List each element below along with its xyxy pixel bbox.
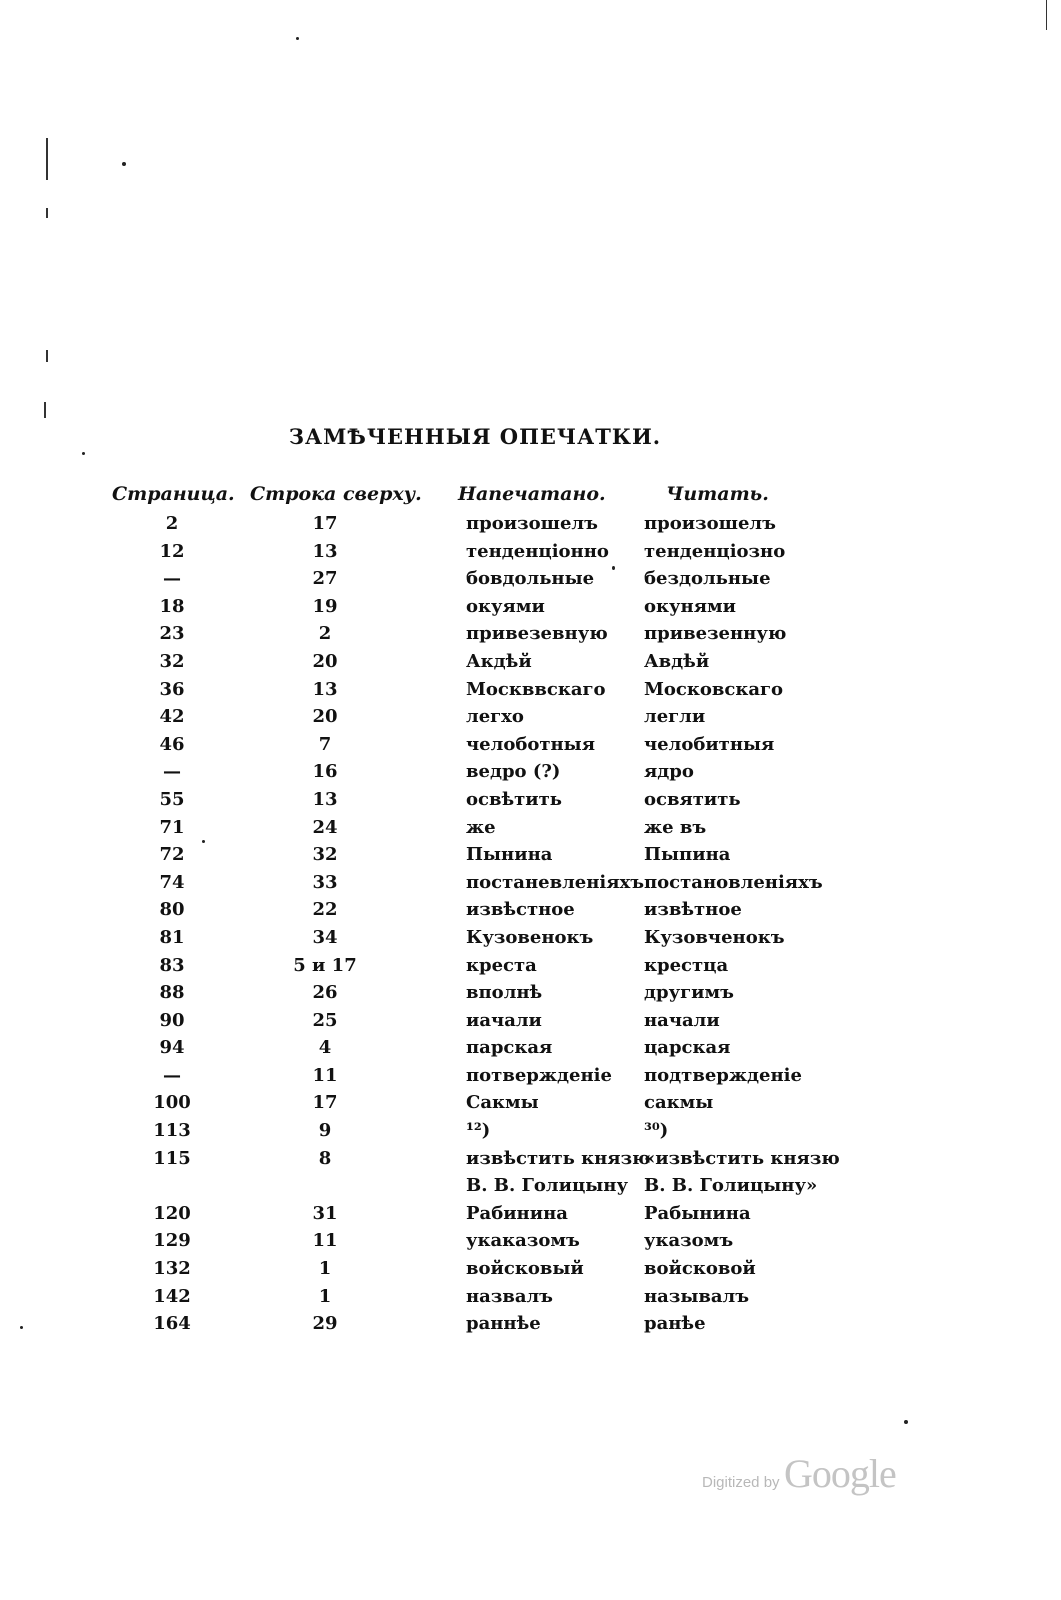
cell-printed: креста bbox=[466, 954, 537, 976]
errata-row bbox=[100, 1010, 880, 1038]
cell-line: 13 bbox=[312, 788, 338, 810]
errata-row bbox=[100, 1286, 880, 1314]
cell-line: 13 bbox=[312, 678, 338, 700]
cell-printed: потвержденіе bbox=[466, 1064, 612, 1086]
cell-printed: привезевную bbox=[466, 623, 608, 645]
cell-read: ядро bbox=[644, 761, 694, 783]
cell-printed: челоботныя bbox=[466, 733, 596, 755]
cell-page: 71 bbox=[159, 816, 185, 838]
cell-printed: извѣстить князю bbox=[466, 1147, 651, 1169]
errata-row bbox=[100, 899, 880, 927]
cell-line: 19 bbox=[312, 595, 338, 617]
cell-page: 94 bbox=[159, 1037, 185, 1059]
errata-row bbox=[100, 734, 880, 762]
errata-row bbox=[100, 789, 880, 817]
errata-header-row bbox=[100, 483, 880, 513]
cell-printed: войсковый bbox=[466, 1258, 584, 1280]
cell-page: 164 bbox=[153, 1313, 191, 1335]
errata-row bbox=[100, 623, 880, 651]
header-line: Строка сверху. bbox=[250, 483, 422, 505]
scan-speck bbox=[296, 37, 299, 40]
cell-page: 23 bbox=[159, 623, 185, 645]
cell-page: 74 bbox=[159, 871, 185, 893]
cell-read: постановленіяхъ bbox=[644, 871, 823, 893]
errata-row bbox=[100, 927, 880, 955]
errata-row bbox=[100, 1313, 880, 1341]
cell-page: — bbox=[163, 568, 181, 590]
cell-line: 1 bbox=[318, 1285, 332, 1307]
cell-printed: ¹²) bbox=[466, 1120, 491, 1142]
cell-printed: укаказомъ bbox=[466, 1230, 580, 1252]
cell-printed: освѣтить bbox=[466, 788, 563, 810]
google-logo: Google bbox=[784, 1451, 896, 1496]
cell-read: окунями bbox=[644, 595, 736, 617]
cell-printed: Рабинина bbox=[466, 1202, 568, 1224]
cell-printed: же bbox=[466, 816, 496, 838]
header-read: Читать. bbox=[666, 483, 769, 505]
cell-page: 142 bbox=[153, 1285, 191, 1307]
cell-page: 81 bbox=[159, 926, 185, 948]
cell-page: 90 bbox=[159, 1009, 185, 1031]
cell-line: 31 bbox=[312, 1202, 338, 1224]
cell-read: В. В. Голицыну» bbox=[644, 1175, 818, 1197]
scan-speck bbox=[904, 1420, 908, 1424]
cell-page: 36 bbox=[159, 678, 185, 700]
cell-line: 20 bbox=[312, 650, 338, 672]
cell-page: 132 bbox=[153, 1258, 191, 1280]
cell-line: 26 bbox=[312, 982, 338, 1004]
cell-read: другимъ bbox=[644, 982, 734, 1004]
errata-row bbox=[100, 1092, 880, 1120]
cell-printed: легхо bbox=[466, 706, 524, 728]
cell-page: 80 bbox=[159, 899, 185, 921]
cell-printed: Акдѣй bbox=[466, 650, 532, 672]
cell-read: легли bbox=[644, 706, 706, 728]
cell-page: 32 bbox=[159, 650, 185, 672]
cell-read: тенденціозно bbox=[644, 540, 786, 562]
cell-printed: парская bbox=[466, 1037, 553, 1059]
cell-printed: Москввскаго bbox=[466, 678, 606, 700]
cell-line: 2 bbox=[318, 623, 332, 645]
errata-row bbox=[100, 596, 880, 624]
cell-printed: извѣстное bbox=[466, 899, 575, 921]
cell-read: извѣтное bbox=[644, 899, 742, 921]
cell-line: 11 bbox=[312, 1064, 338, 1086]
errata-row bbox=[100, 513, 880, 541]
cell-page: 100 bbox=[153, 1092, 191, 1114]
cell-line: 4 bbox=[318, 1037, 332, 1059]
cell-read: подтвержденіе bbox=[644, 1064, 802, 1086]
errata-row bbox=[100, 651, 880, 679]
cell-page: 113 bbox=[153, 1120, 191, 1142]
cell-read: Кузовченокъ bbox=[644, 926, 785, 948]
scan-speck bbox=[20, 1326, 23, 1329]
cell-read: Пыпина bbox=[644, 844, 731, 866]
cell-line: 7 bbox=[318, 733, 332, 755]
page-title: ЗАМѢЧЕННЫЯ ОПЕЧАТКИ. bbox=[288, 424, 662, 449]
cell-read: челобитныя bbox=[644, 733, 775, 755]
errata-row bbox=[100, 955, 880, 983]
scan-speck bbox=[122, 162, 126, 166]
cell-line: 8 bbox=[318, 1147, 332, 1169]
errata-row bbox=[100, 1120, 880, 1148]
cell-read: Рабынина bbox=[644, 1202, 751, 1224]
cell-printed: произошелъ bbox=[466, 513, 598, 534]
cell-page: 83 bbox=[159, 954, 185, 976]
cell-page: 18 bbox=[159, 595, 185, 617]
cell-printed: тенденціонно bbox=[466, 540, 609, 562]
errata-row bbox=[100, 1065, 880, 1093]
cell-read: начали bbox=[644, 1009, 720, 1031]
digitized-by-text: Digitized by bbox=[702, 1474, 780, 1491]
cell-line: 34 bbox=[312, 926, 338, 948]
cell-printed: Пынина bbox=[466, 844, 553, 866]
cell-read: же въ bbox=[644, 816, 707, 838]
cell-line: 20 bbox=[312, 706, 338, 728]
errata-row bbox=[100, 1037, 880, 1065]
cell-page: 2 bbox=[165, 513, 179, 534]
cell-page: 72 bbox=[159, 844, 185, 866]
cell-read: ранѣе bbox=[644, 1313, 706, 1335]
errata-row bbox=[100, 1175, 880, 1203]
cell-read: произошелъ bbox=[644, 513, 776, 534]
errata-row bbox=[100, 1230, 880, 1258]
cell-page: — bbox=[163, 1064, 181, 1086]
cell-line: 22 bbox=[312, 899, 338, 921]
errata-row bbox=[100, 1148, 880, 1176]
errata-row bbox=[100, 761, 880, 789]
cell-printed: назвалъ bbox=[466, 1285, 553, 1307]
cell-read: Авдѣй bbox=[644, 650, 710, 672]
scan-edge-mark bbox=[46, 350, 48, 362]
cell-printed: вполнѣ bbox=[466, 982, 543, 1004]
errata-row bbox=[100, 541, 880, 569]
cell-read: крестца bbox=[644, 954, 729, 976]
cell-page: 88 bbox=[159, 982, 185, 1004]
cell-line: 13 bbox=[312, 540, 338, 562]
cell-read: царская bbox=[644, 1037, 731, 1059]
cell-line: 25 bbox=[312, 1009, 338, 1031]
cell-printed: ведро (?) bbox=[466, 761, 561, 783]
cell-line: 9 bbox=[318, 1120, 332, 1142]
errata-row bbox=[100, 817, 880, 845]
cell-printed: постаневленіяхъ bbox=[466, 871, 645, 893]
errata-row bbox=[100, 982, 880, 1010]
cell-line: 27 bbox=[312, 568, 338, 590]
scan-edge-mark bbox=[44, 402, 46, 418]
errata-row bbox=[100, 568, 880, 596]
cell-printed: иачали bbox=[466, 1009, 542, 1031]
errata-table bbox=[100, 483, 880, 1341]
cell-line: 32 bbox=[312, 844, 338, 866]
cell-page: — bbox=[163, 761, 181, 783]
cell-page: 115 bbox=[153, 1147, 191, 1169]
cell-line: 16 bbox=[312, 761, 338, 783]
errata-row bbox=[100, 1203, 880, 1231]
cell-page: 120 bbox=[153, 1202, 191, 1224]
cell-line: 17 bbox=[312, 1092, 338, 1114]
cell-read: Московскаго bbox=[644, 678, 784, 700]
cell-page: 129 bbox=[153, 1230, 191, 1252]
errata-row bbox=[100, 844, 880, 872]
scan-speck bbox=[82, 452, 85, 455]
cell-read: привезенную bbox=[644, 623, 787, 645]
errata-row bbox=[100, 679, 880, 707]
cell-printed: В. В. Голицыну bbox=[466, 1175, 629, 1197]
cell-read: называлъ bbox=[644, 1285, 750, 1307]
cell-read: указомъ bbox=[644, 1230, 734, 1252]
cell-printed: Кузовенокъ bbox=[466, 926, 594, 948]
cell-printed: окуями bbox=[466, 595, 545, 617]
errata-row bbox=[100, 872, 880, 900]
scan-edge-mark bbox=[46, 208, 48, 218]
errata-row bbox=[100, 1258, 880, 1286]
cell-line: 5 и 17 bbox=[293, 954, 357, 976]
cell-line: 24 bbox=[312, 816, 338, 838]
cell-read: ³⁰) bbox=[644, 1120, 669, 1142]
cell-line: 29 bbox=[312, 1313, 338, 1335]
cell-printed: Сакмы bbox=[466, 1092, 539, 1114]
cell-read: бездольные bbox=[644, 568, 771, 590]
cell-page: 46 bbox=[159, 733, 185, 755]
cell-line: 1 bbox=[318, 1258, 332, 1280]
cell-printed: бовдольные bbox=[466, 568, 595, 590]
digitized-by-watermark bbox=[702, 1450, 896, 1497]
cell-read: сакмы bbox=[644, 1092, 714, 1114]
header-printed: Напечатано. bbox=[458, 483, 606, 505]
cell-line: 17 bbox=[312, 513, 338, 534]
errata-row bbox=[100, 706, 880, 734]
cell-line: 33 bbox=[312, 871, 338, 893]
cell-page: 42 bbox=[159, 706, 185, 728]
cell-read: «извѣстить князю bbox=[644, 1147, 840, 1169]
header-page: Страница. bbox=[112, 483, 235, 505]
cell-read: войсковой bbox=[644, 1258, 756, 1280]
cell-printed: раннѣе bbox=[466, 1313, 541, 1335]
cell-read: освятить bbox=[644, 788, 741, 810]
cell-page: 12 bbox=[159, 540, 185, 562]
cell-line: 11 bbox=[312, 1230, 338, 1252]
scan-edge-mark bbox=[1046, 0, 1047, 30]
cell-page: 55 bbox=[159, 788, 185, 810]
scan-edge-mark bbox=[46, 138, 48, 180]
